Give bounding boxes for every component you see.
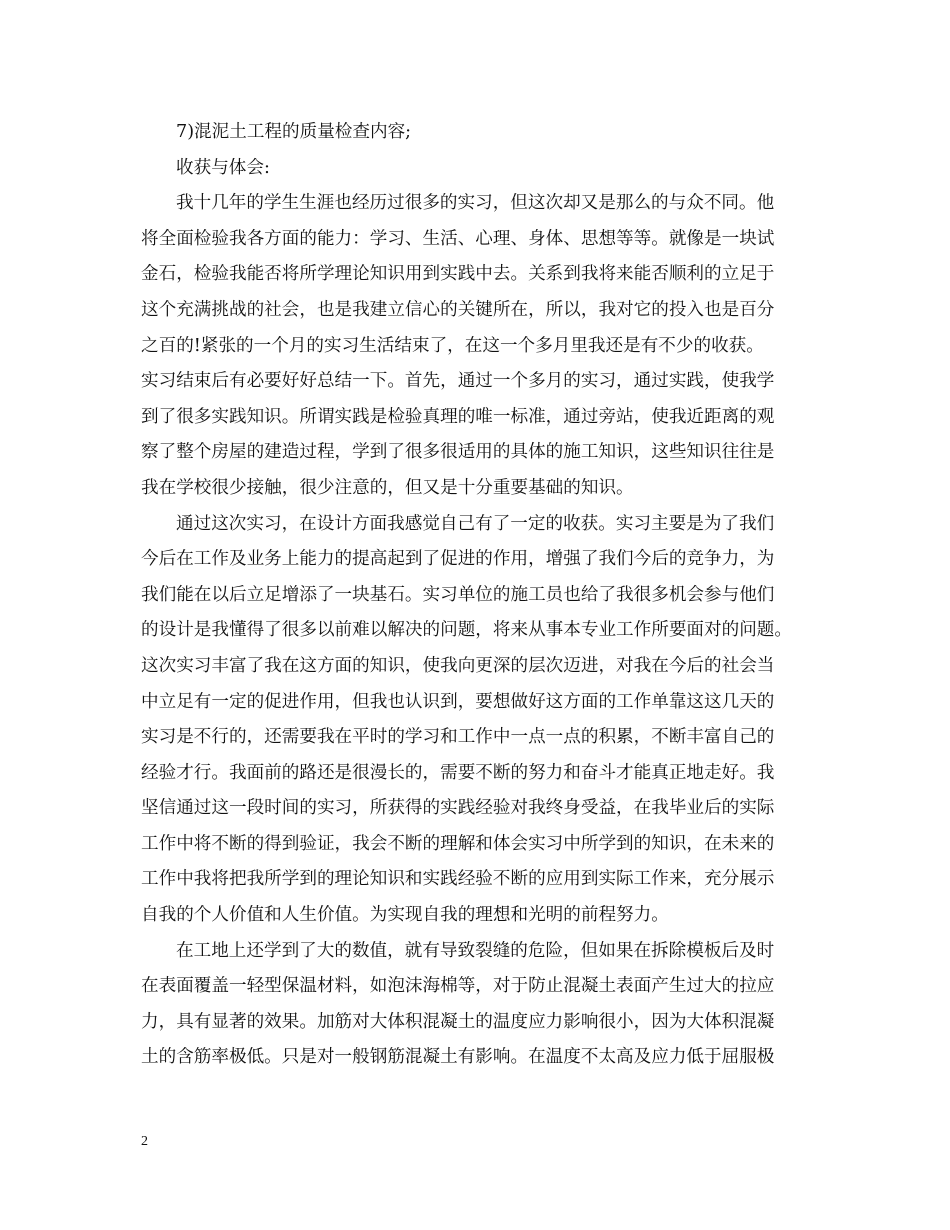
- text-line: 金石，检验我能否将所学理论知识用到实践中去。关系到我将来能否顺利的立足于: [141, 264, 775, 285]
- text-line: 我们能在以后立足增添了一块基石。实习单位的施工员也给了我很多机会参与他们: [141, 584, 775, 605]
- page-number: 2: [141, 1134, 148, 1149]
- text-line: 察了整个房屋的建造过程，学到了很多很适用的具体的施工知识，这些知识往往是: [141, 442, 775, 463]
- text-line: 在工地上还学到了大的数值，就有导致裂缝的危险，但如果在拆除模板后及时: [176, 940, 775, 961]
- text-line: 的设计是我懂得了很多以前难以解决的问题，将来从事本专业工作所要面对的问题。: [141, 620, 792, 641]
- text-line: 这个充满挑战的社会，也是我建立信心的关键所在，所以，我对它的投入也是百分: [141, 299, 775, 320]
- text-line: 经验才行。我面前的路还是很漫长的，需要不断的努力和奋斗才能真正地走好。我: [141, 762, 775, 783]
- text-line: 到了很多实践知识。所谓实践是检验真理的唯一标准，通过旁站，使我近距离的观: [141, 406, 775, 427]
- section-heading: 收获与体会:: [176, 157, 270, 178]
- text-line: 在表面覆盖一轻型保温材料，如泡沫海棉等，对于防止混凝土表面产生过大的拉应: [141, 976, 775, 997]
- text-line: 这次实习丰富了我在这方面的知识，使我向更深的层次迈进，对我在今后的社会当: [141, 655, 775, 676]
- text-line: 通过这次实习，在设计方面我感觉自己有了一定的收获。实习主要是为了我们: [176, 513, 775, 534]
- text-line: 自我的个人价值和人生价值。为实现自我的理想和光明的前程努力。: [141, 905, 669, 926]
- text-line: 实习是不行的，还需要我在平时的学习和工作中一点一点的积累，不断丰富自己的: [141, 727, 775, 748]
- text-line: 实习结束后有必要好好总结一下。首先，通过一个多月的实习，通过实践，使我学: [141, 371, 775, 392]
- text-line: 将全面检验我各方面的能力：学习、生活、心理、身体、思想等等。就像是一块试: [141, 228, 775, 249]
- text-line: 7)混泥土工程的质量检查内容;: [176, 122, 412, 142]
- text-line: 我在学校很少接触，很少注意的，但又是十分重要基础的知识。: [141, 477, 634, 498]
- text-line: 我十几年的学生生涯也经历过很多的实习，但这次却又是那么的与众不同。他: [176, 193, 775, 214]
- text-line: 力，具有显著的效果。加筋对大体积混凝土的温度应力影响很小，因为大体积混凝: [141, 1011, 775, 1032]
- text-line: 工作中我将把我所学到的理论知识和实践经验不断的应用到实际工作来，充分展示: [141, 869, 775, 890]
- text-line: 坚信通过这一段时间的实习，所获得的实践经验对我终身受益，在我毕业后的实际: [141, 798, 775, 819]
- text-line: 中立足有一定的促进作用，但我也认识到，要想做好这方面的工作单靠这这几天的: [141, 691, 775, 712]
- text-line: 工作中将不断的得到验证，我会不断的理解和体会实习中所学到的知识，在未来的: [141, 833, 775, 854]
- text-line: 之百的!紧张的一个月的实习生活结束了，在这一个多月里我还是有不少的收获。: [141, 335, 764, 356]
- text-line: 土的含筋率极低。只是对一般钢筋混凝土有影响。在温度不太高及应力低于屈服极: [141, 1047, 775, 1068]
- text-line: 今后在工作及业务上能力的提高起到了促进的作用，增强了我们今后的竞争力，为: [141, 549, 775, 570]
- document-body: [141, 115, 836, 1076]
